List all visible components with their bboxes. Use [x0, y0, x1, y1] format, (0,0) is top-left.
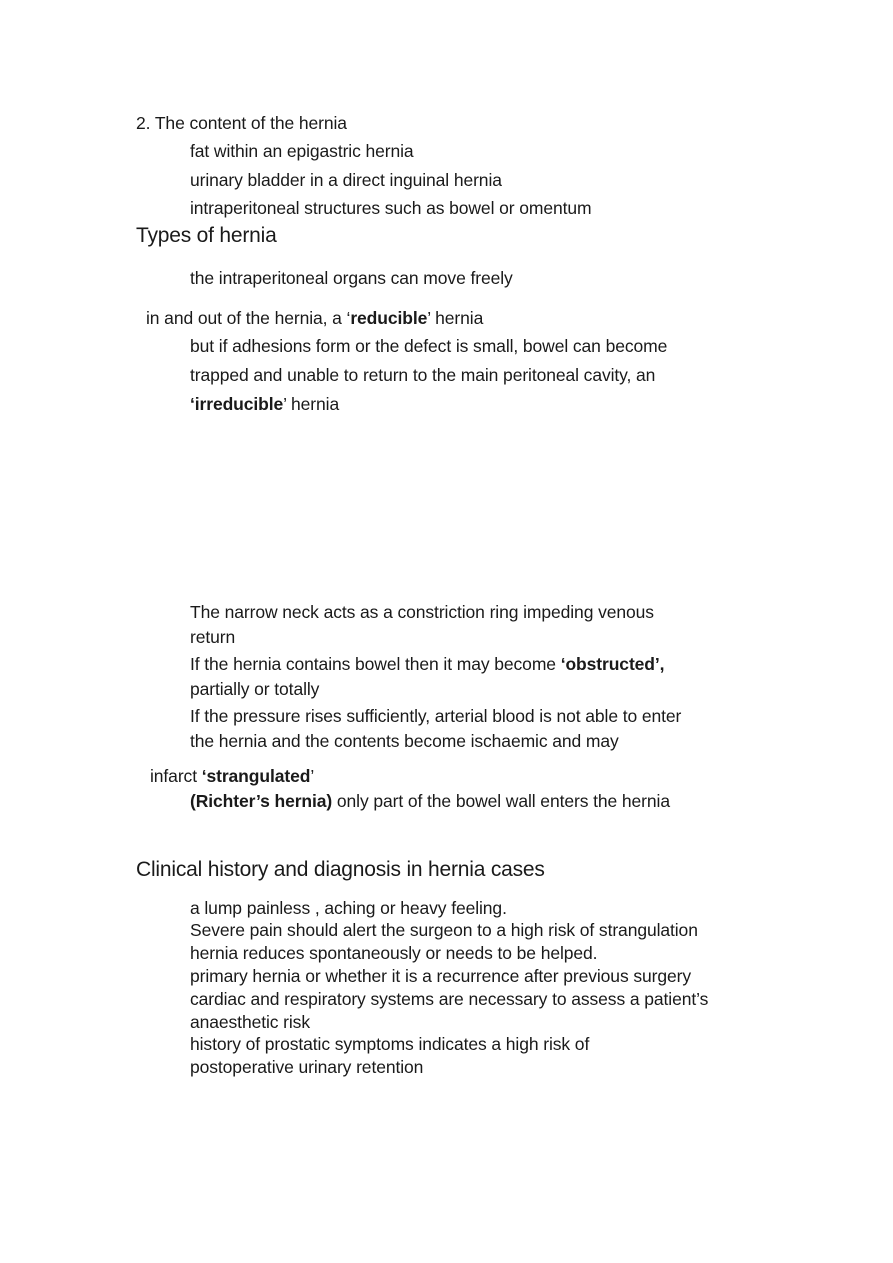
types-heading: Types of hernia [136, 224, 277, 247]
content-item: fat within an epigastric hernia [190, 141, 414, 161]
content-item: urinary bladder in a direct inguinal hernia [190, 170, 502, 190]
reducible-line: in and out of the hernia, a ‘reducible’ hernia [146, 308, 484, 328]
strangulated-term: ‘strangulated [201, 766, 311, 786]
irreducible-line: ‘irreducible’ hernia [190, 394, 340, 414]
irreducible-term: ‘irreducible [190, 394, 284, 414]
pressure-line: the hernia and the contents become ischaemic and may [190, 731, 619, 751]
clinical-line: primary hernia or whether it is a recurrence after previous surgery [190, 966, 692, 986]
clinical-line: anaesthetic risk [190, 1012, 310, 1032]
clinical-line: cardiac and respiratory systems are necessary to assess a patient’s [190, 989, 709, 1009]
neck-line: return [190, 627, 236, 647]
types-line: trapped and unable to return to the main peritoneal cavity, an [190, 365, 656, 385]
content-title: 2. The content of the hernia [136, 113, 347, 133]
clinical-line: hernia reduces spontaneously or needs to be helped. [190, 943, 598, 963]
types-line: the intraperitoneal organs can move freely [190, 268, 513, 288]
richter-line: (Richter’s hernia) only part of the bowel wall enters the hernia [190, 791, 670, 811]
obstructed-cont: partially or totally [190, 679, 320, 699]
clinical-line: history of prostatic symptoms indicates a high risk of [190, 1034, 590, 1054]
reducible-term: reducible [350, 308, 428, 328]
types-line: but if adhesions form or the defect is small, bowel can become [190, 336, 668, 356]
pressure-line: If the pressure rises sufficiently, arterial blood is not able to enter [190, 706, 682, 726]
clinical-line: postoperative urinary retention [190, 1057, 424, 1077]
obstructed-term: ‘obstructed’, [560, 654, 665, 674]
clinical-line: Severe pain should alert the surgeon to a high risk of strangulation [190, 920, 698, 940]
clinical-heading: Clinical history and diagnosis in hernia cases [136, 858, 545, 881]
obstructed-line: If the hernia contains bowel then it may become ‘obstructed’, [190, 654, 665, 674]
clinical-line: a lump painless , aching or heavy feeling. [190, 898, 507, 918]
strangulated-line: infarct ‘strangulated’ [150, 766, 315, 786]
neck-line: The narrow neck acts as a constriction ring impeding venous [190, 602, 654, 622]
content-item: intraperitoneal structures such as bowel or omentum [190, 198, 592, 218]
richter-term: (Richter’s hernia) [190, 791, 333, 811]
